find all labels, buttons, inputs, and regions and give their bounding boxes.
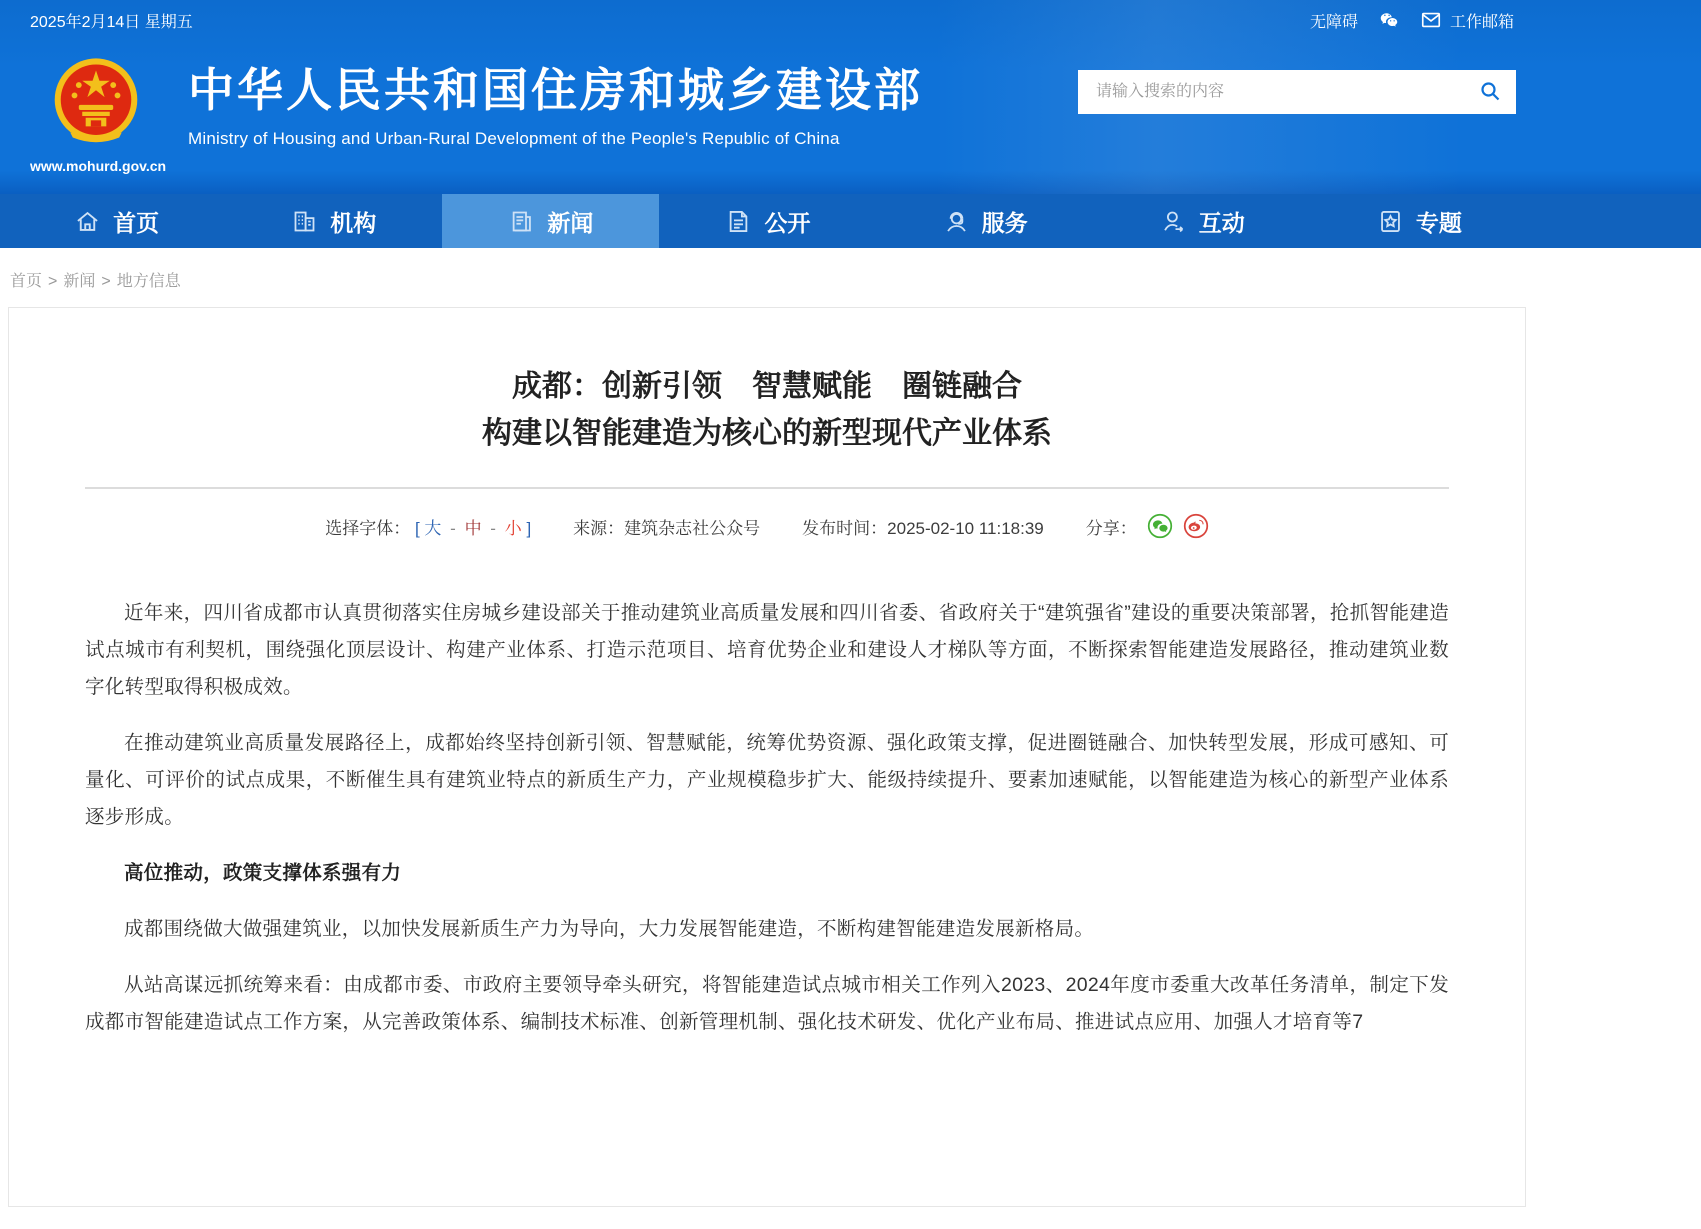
font-size-medium[interactable]: 中 <box>464 518 482 538</box>
article-source <box>573 514 760 539</box>
interact-icon <box>1160 208 1187 235</box>
accessibility-link[interactable]: 无障碍 <box>1309 13 1358 31</box>
article-paragraph: 在推动建筑业高质量发展路径上，成都始终坚持创新引领、智慧赋能，统筹优势资源、强化政策支撑，促进圈链融合、加快转型发展，形成可感知、可量化、可评价的试点成果，不断催生具有建筑业特点的新质生产力，产业规模稳步扩大、能级持续提升、要素加速赋能，以智能建造为核心的新型产业体系逐步形成。 <box>85 732 1449 828</box>
nav-item-service[interactable] <box>877 194 1094 248</box>
nav-item-label: 首页 <box>113 209 160 236</box>
breadcrumb-separator: > <box>101 273 111 290</box>
article-card <box>8 307 1526 1207</box>
nav-item-interact[interactable] <box>1094 194 1311 248</box>
national-emblem-logo[interactable] <box>30 56 167 174</box>
font-size-chooser <box>325 514 531 539</box>
source-label: 来源： <box>573 518 625 538</box>
emblem-icon <box>53 56 139 152</box>
nav-item-label: 专题 <box>1415 209 1462 236</box>
breadcrumb-item-1[interactable]: 首页 <box>10 273 43 290</box>
font-size-label: 选择字体： <box>325 518 411 538</box>
publish-time-label: 发布时间： <box>802 518 888 538</box>
dash: - <box>450 518 456 538</box>
main-navigation <box>0 194 1701 248</box>
site-header <box>0 0 1701 194</box>
service-icon <box>943 208 970 235</box>
site-title: 中华人民共和国住房和城乡建设部 <box>188 64 923 116</box>
search-input[interactable] <box>1078 70 1464 114</box>
publish-time <box>802 514 1044 539</box>
breadcrumb-separator: > <box>48 273 58 290</box>
document-icon <box>725 208 752 235</box>
nav-item-org[interactable] <box>225 194 442 248</box>
wechat-icon[interactable] <box>1378 9 1400 31</box>
source-value: 建筑杂志社公众号 <box>624 518 761 538</box>
bracket: [ <box>414 518 420 538</box>
nav-item-label: 新闻 <box>547 209 594 236</box>
breadcrumb <box>0 248 1701 307</box>
nav-item-label: 公开 <box>764 209 811 236</box>
nav-item-label: 互动 <box>1198 209 1245 236</box>
site-url: www.mohurd.gov.cn <box>30 158 167 174</box>
breadcrumb-item-2[interactable]: 新闻 <box>63 273 96 290</box>
site-subtitle: Ministry of Housing and Urban-Rural Development of the People's Republic of China <box>188 128 840 148</box>
font-size-large[interactable]: 大 <box>424 518 442 538</box>
article-paragraph: 近年来，四川省成都市认真贯彻落实住房城乡建设部关于推动建筑业高质量发展和四川省委、省政府关于“建筑强省”建设的重要决策部署，抢抓智能建造试点城市有利契机，围绕强化顶层设计、构建产业体系、打造示范项目、培育优势企业和建设人才梯队等方面，不断探索智能建造发展路径，推动建筑业数字化转型取得积极成效。 <box>85 602 1449 698</box>
nav-item-home[interactable] <box>8 194 225 248</box>
article-body <box>85 595 1449 1041</box>
article-title <box>85 364 1449 457</box>
share-weibo-icon[interactable] <box>1183 513 1209 539</box>
dash: - <box>490 518 496 538</box>
article-title-line2: 构建以智能建造为核心的新型现代产业体系 <box>482 416 1052 450</box>
nav-item-news[interactable] <box>442 194 659 248</box>
building-icon <box>291 208 318 235</box>
share-label: 分享： <box>1085 518 1137 538</box>
article-paragraph: 成都围绕做大做强建筑业，以加快发展新质生产力为导向，大力发展智能建造，不断构建智能建造发展新格局。 <box>124 918 1095 940</box>
article-meta <box>85 513 1449 539</box>
article-title-line1: 成都：创新引领 智慧赋能 圈链融合 <box>512 370 1022 403</box>
work-mailbox-label: 工作邮箱 <box>1449 13 1514 31</box>
nav-item-label: 机构 <box>330 209 377 236</box>
search-icon <box>1478 79 1502 106</box>
search-button[interactable] <box>1464 70 1516 114</box>
news-icon <box>508 208 535 235</box>
work-mailbox-link[interactable] <box>1420 9 1514 32</box>
breadcrumb-item-3: 地方信息 <box>116 273 181 290</box>
nav-item-label: 服务 <box>981 209 1028 236</box>
home-icon <box>74 208 101 235</box>
nav-item-topic[interactable] <box>1311 194 1528 248</box>
topic-icon <box>1377 208 1404 235</box>
top-bar <box>8 0 1528 40</box>
publish-time-value: 2025-02-10 11:18:39 <box>887 518 1044 538</box>
article-paragraph: 从站高谋远抓统筹来看：由成都市委、市政府主要领导牵头研究，将智能建造试点城市相关工作列入2023、2024年度市委重大改革任务清单，制定下发成都市智能建造试点工作方案，从完善政策体系、编制技术标准、创新管理机制、强化技术研发、优化产业布局、推进试点应用、加强人才培育等7 <box>85 974 1449 1033</box>
title-divider <box>85 487 1449 489</box>
mail-icon <box>1420 9 1442 31</box>
font-size-small[interactable]: 小 <box>504 518 522 538</box>
bracket: ] <box>526 518 532 538</box>
share-group <box>1086 513 1209 539</box>
share-wechat-icon[interactable] <box>1147 513 1173 539</box>
search-box <box>1078 70 1516 114</box>
article-subheading: 高位推动，政策支撑体系强有力 <box>124 862 402 884</box>
current-date: 2025年2月14日 星期五 <box>30 13 193 31</box>
nav-item-open[interactable] <box>659 194 876 248</box>
